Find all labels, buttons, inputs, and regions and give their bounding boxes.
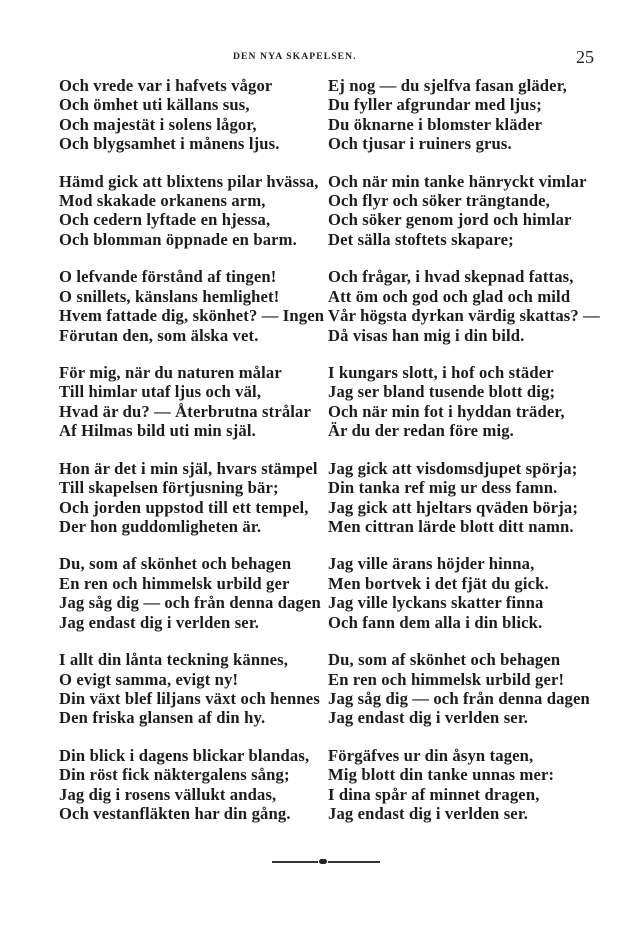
verse-line: Till himlar utaf ljus och väl, xyxy=(59,382,262,402)
verse-line: Jag ser bland tusende blott dig; xyxy=(328,382,556,402)
verse-line: Mod skakade orkanens arm, xyxy=(59,191,266,211)
verse-line: Jag gick att hjeltars qväden börja; xyxy=(328,497,578,517)
verse-line: Din växt blef liljans växt och hennes xyxy=(59,688,320,708)
verse-line: Din tanka ref mig ur dess famn. xyxy=(328,478,558,498)
verse-line: Jag endast dig i verlden ser. xyxy=(59,612,260,632)
verse-line: Att öm och god och glad och mild xyxy=(328,286,571,306)
verse-line: Och när min fot i hyddan träder, xyxy=(328,401,565,421)
verse-line: Vår högsta dyrkan värdig skattas? — xyxy=(328,306,600,326)
verse-line: Och jorden uppstod till ett tempel, xyxy=(59,497,309,517)
stanza xyxy=(328,76,618,172)
stanza xyxy=(328,267,618,363)
stanza xyxy=(59,746,327,842)
running-title: DEN NYA SKAPELSEN. xyxy=(233,51,357,62)
verse-line: Jag dig i rosens vällukt andas, xyxy=(59,784,277,804)
verse-line: Der hon guddomligheten är. xyxy=(59,516,262,536)
verse-line: Jag endast dig i verlden ser. xyxy=(328,803,529,823)
stanza xyxy=(59,76,327,172)
verse-line: Hvem fattade dig, skönhet? — Ingen xyxy=(59,306,325,326)
verse-line: Du, som af skönhet och behagen xyxy=(328,650,561,670)
verse-line: En ren och himmelsk urbild ger xyxy=(59,573,290,593)
verse-line: I allt din lånta teckning kännes, xyxy=(59,650,289,670)
verse-line: Och blomman öppnade en barm. xyxy=(59,229,297,249)
stanza xyxy=(59,650,327,746)
verse-line: Och ömhet uti källans sus, xyxy=(59,95,250,115)
verse-line: Hvad är du? — Återbrutna strålar xyxy=(59,401,312,421)
verse-line: Men cittran lärde blott ditt namn. xyxy=(328,516,574,536)
stanza xyxy=(59,554,327,650)
verse-line: O lefvande förstånd af tingen! xyxy=(59,267,277,287)
page-number: 25 xyxy=(576,47,594,67)
verse-line: Af Hilmas bild uti min själ. xyxy=(59,421,256,441)
running-head xyxy=(0,48,640,68)
verse-line: Förutan den, som älska vet. xyxy=(59,325,259,345)
verse-line: En ren och himmelsk urbild ger! xyxy=(328,669,565,689)
verse-line: Du, som af skönhet och behagen xyxy=(59,554,292,574)
stanza xyxy=(328,363,618,459)
verse-line: Och vestanfläkten har din gång. xyxy=(59,803,291,823)
verse-line: Och vrede var i hafvets vågor xyxy=(59,76,273,95)
verse-line: Jag endast dig i verlden ser. xyxy=(328,708,529,728)
verse-line: Det sälla stoftets skapare; xyxy=(328,229,514,249)
verse-line: I kungars slott, i hof och städer xyxy=(328,363,554,383)
verse-line: Och fann dem alla i din blick. xyxy=(328,612,543,632)
verse-line: Din blick i dagens blickar blandas, xyxy=(59,745,310,765)
verse-line: Och flyr och söker trängtande, xyxy=(328,191,550,211)
verse-line: Du öknarne i blomster kläder xyxy=(328,114,543,134)
rule-right xyxy=(328,861,380,863)
verse-line: Jag ville ärans höjder hinna, xyxy=(328,554,535,574)
stanza xyxy=(59,267,327,363)
verse-line: Och när min tanke hänryckt vimlar xyxy=(328,171,587,191)
verse-line: Men bortvek i det fjät du gick. xyxy=(328,573,549,593)
verse-line: För mig, när du naturen målar xyxy=(59,363,282,383)
stanza xyxy=(59,459,327,555)
verse-line: Förgäfves ur din åsyn tagen, xyxy=(328,745,534,765)
verse-line: Till skapelsen förtjusning bär; xyxy=(59,478,279,498)
verse-line: Då visas han mig i din bild. xyxy=(328,325,525,345)
stanza xyxy=(328,746,618,842)
ornamental-rule-icon xyxy=(272,861,380,863)
poem-left-column xyxy=(59,76,327,842)
verse-line: I dina spår af minnet dragen, xyxy=(328,784,540,804)
verse-line: Och majestät i solens lågor, xyxy=(59,114,257,134)
verse-line: Jag såg dig — och från denna dagen xyxy=(328,688,590,708)
verse-line: Och cedern lyftade en hjessa, xyxy=(59,210,271,230)
verse-line: O snillets, känslans hemlighet! xyxy=(59,286,280,306)
verse-line: Och söker genom jord och himlar xyxy=(328,210,572,230)
stanza xyxy=(328,459,618,555)
verse-line: Och frågar, i hvad skepnad fattas, xyxy=(328,267,574,287)
stanza xyxy=(59,363,327,459)
verse-line: Din röst fick näktergalens sång; xyxy=(59,765,290,785)
verse-line: Är du der redan före mig. xyxy=(328,421,514,441)
verse-line: Ej nog — du sjelfva fasan gläder, xyxy=(328,76,567,95)
verse-line: Jag ville lyckans skatter finna xyxy=(328,593,544,613)
stanza xyxy=(59,172,327,268)
verse-line: Hämd gick att blixtens pilar hvässa, xyxy=(59,171,319,191)
poem-right-column xyxy=(328,76,618,842)
verse-line: Du fyller afgrundar med ljus; xyxy=(328,95,542,115)
verse-line: Mig blott din tanke unnas mer: xyxy=(328,765,555,785)
verse-line: Och blygsamhet i månens ljus. xyxy=(59,134,280,154)
verse-line: O evigt samma, evigt ny! xyxy=(59,669,239,689)
stanza xyxy=(328,650,618,746)
verse-line: Jag såg dig — och från denna dagen xyxy=(59,593,321,613)
ornament-center xyxy=(319,859,327,864)
stanza xyxy=(328,172,618,268)
verse-line: Hon är det i min själ, hvars stämpel xyxy=(59,458,318,478)
verse-line: Och tjusar i ruiners grus. xyxy=(328,134,512,154)
verse-line: Den friska glansen af din hy. xyxy=(59,708,266,728)
stanza xyxy=(328,554,618,650)
rule-left xyxy=(272,861,318,863)
verse-line: Jag gick att visdomsdjupet spörja; xyxy=(328,458,578,478)
